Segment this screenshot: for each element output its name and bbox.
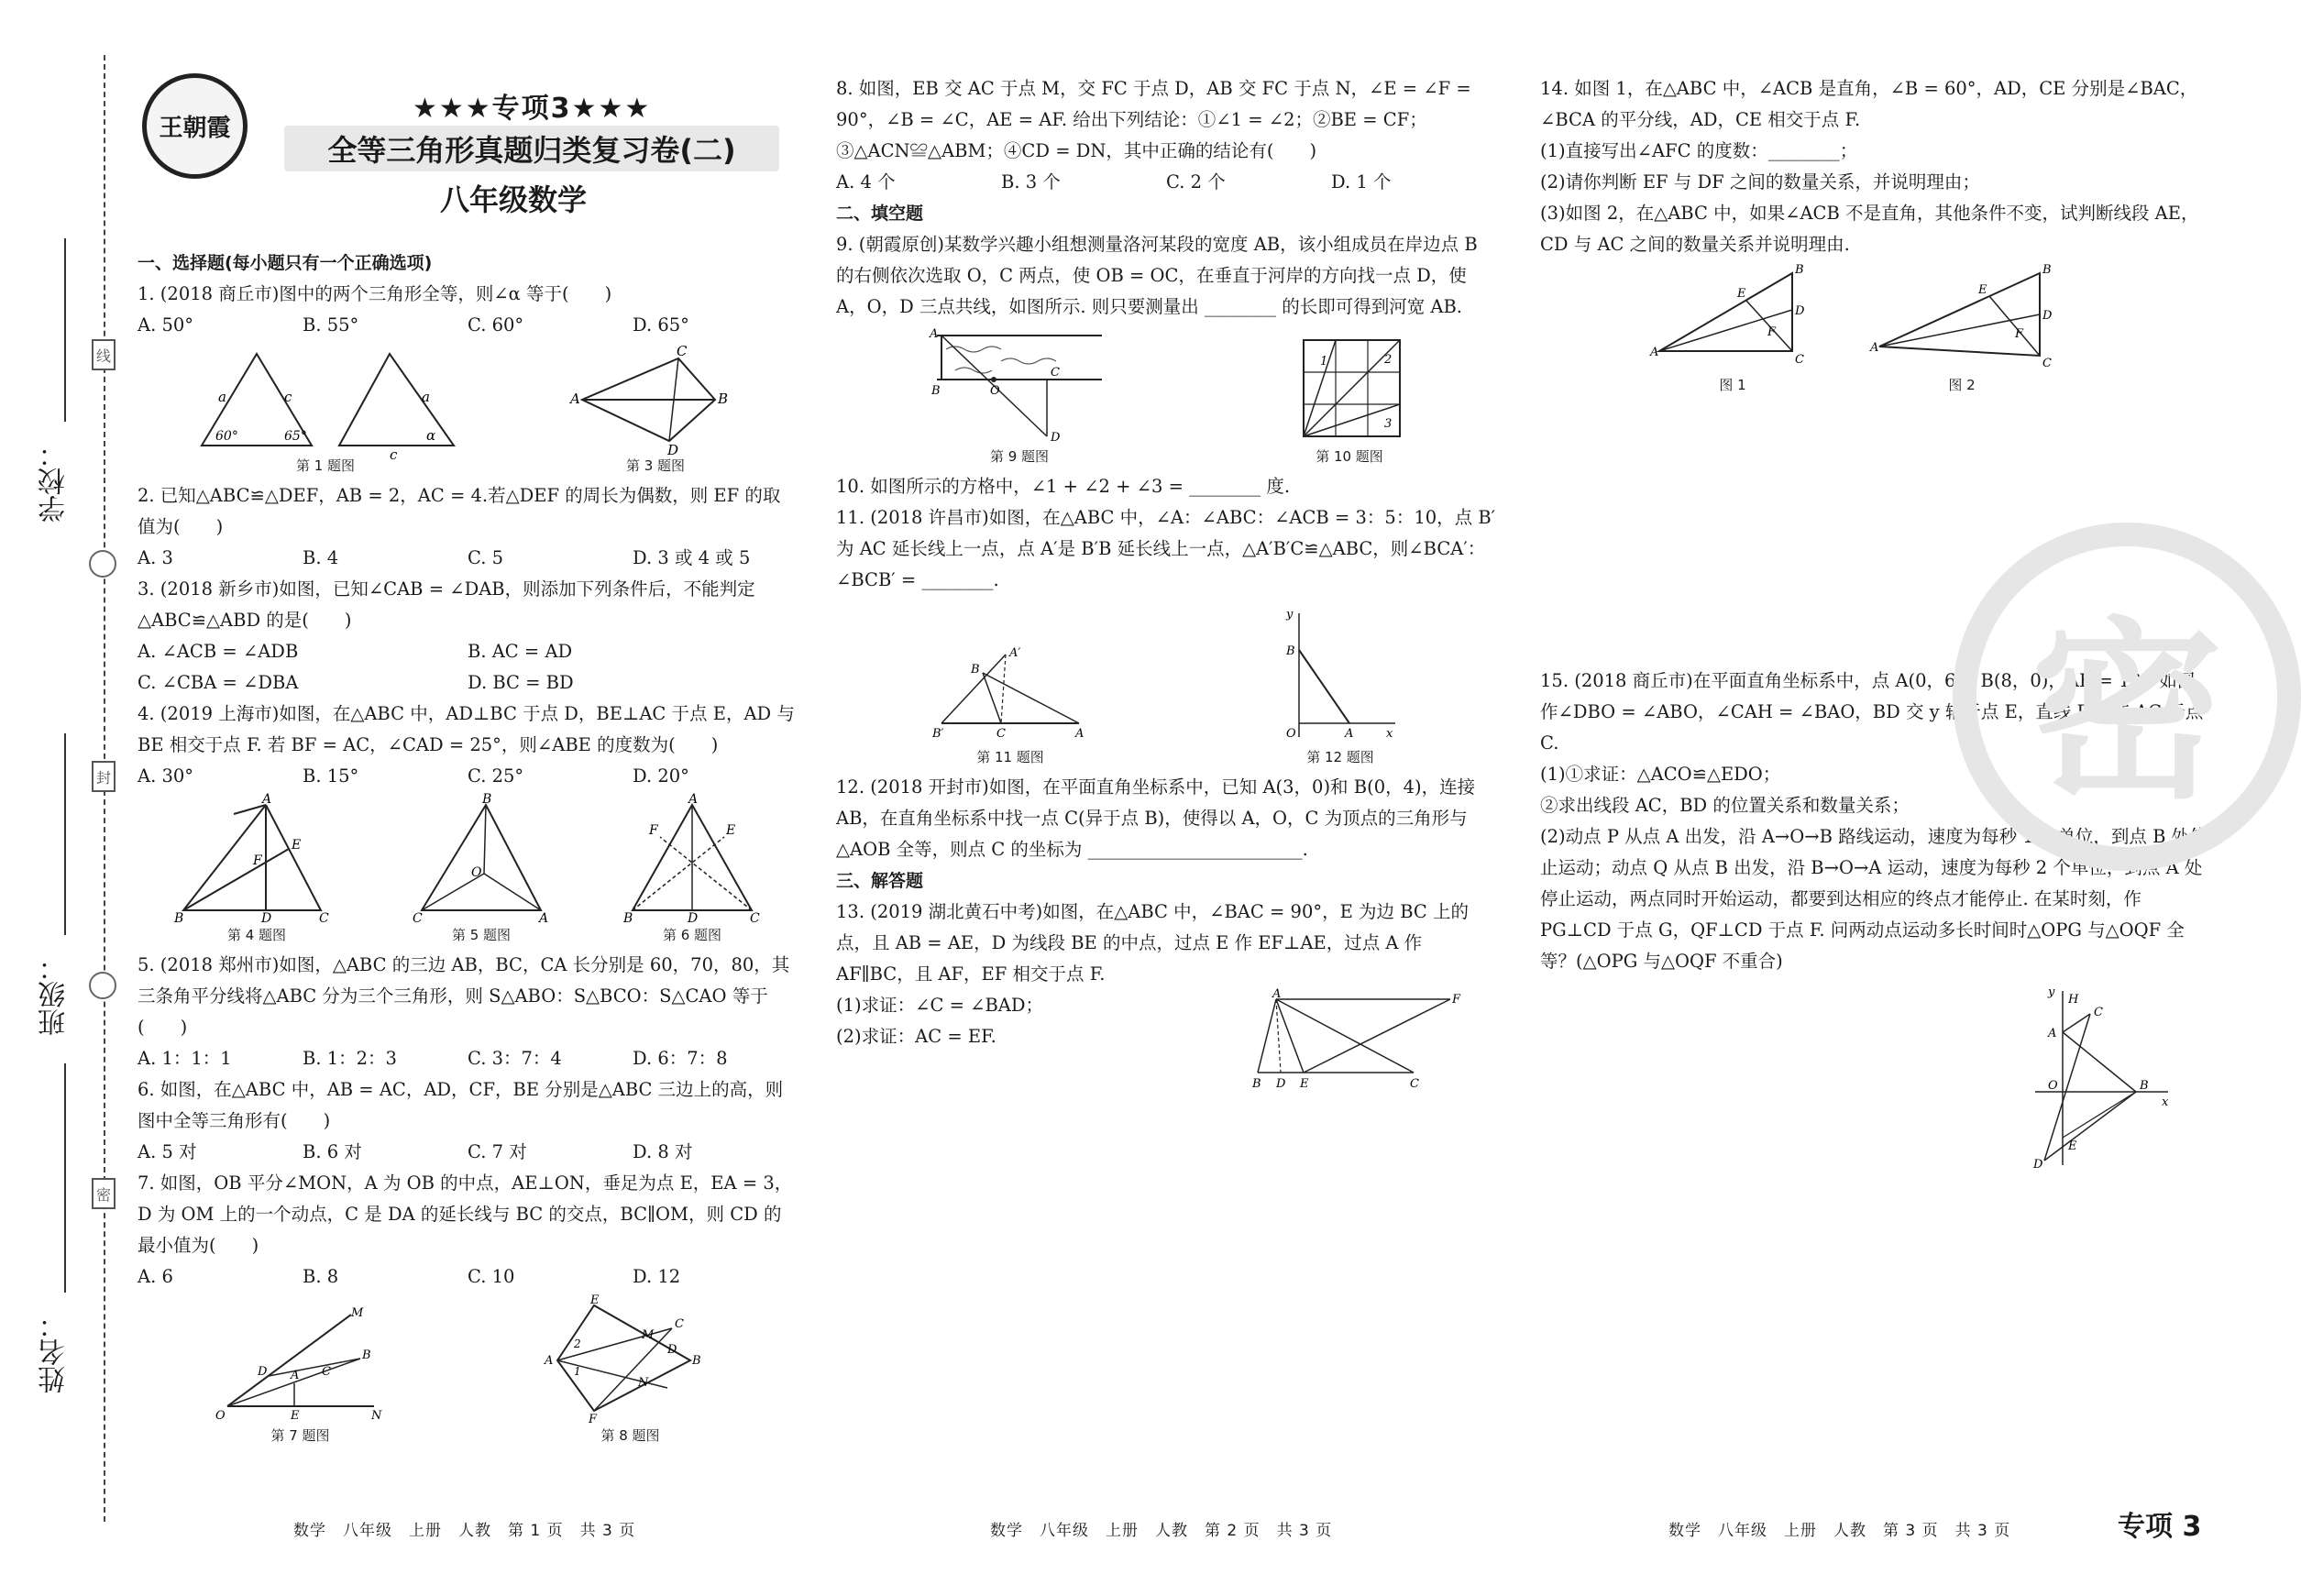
column-1 xyxy=(138,248,798,1450)
footer-page-1: 数学 八年级 上册 人教 第 1 页 共 3 页 xyxy=(293,1522,636,1540)
svg-text:F: F xyxy=(1452,993,1461,1007)
svg-text:B: B xyxy=(971,663,980,677)
section-answer: 三、解答题 xyxy=(836,871,924,891)
page-header xyxy=(138,69,798,217)
section-fill: 二、填空题 xyxy=(836,204,924,224)
question-5-options xyxy=(138,1043,798,1074)
svg-text:F: F xyxy=(253,853,262,868)
svg-text:a: a xyxy=(422,389,430,405)
svg-text:C: C xyxy=(1051,366,1060,380)
figure-6-diagram xyxy=(623,792,761,926)
question-14-part-2: (2)请你判断 EF 与 DF 之间的数量关系，并说明理由； xyxy=(1540,171,1980,193)
name-label: 姓名： xyxy=(39,1311,71,1393)
question-13: 13. (2019 湖北黄石中考)如图，在△ABC 中，∠BAC = 90°，E 为边 BC 上的点，且 AB = AE，D 为线段 BE 的中点，过点 E 作 EF⊥AE，过点 A 作 AF∥BC，且 AF，EF 相交于点 F. xyxy=(836,901,1470,985)
svg-text:C: C xyxy=(2042,357,2052,370)
question-13-part-2: (2)求证：AC = EF. xyxy=(836,1026,996,1047)
figure-row-2 xyxy=(138,792,798,944)
svg-text:E: E xyxy=(2068,1139,2077,1153)
svg-text:B: B xyxy=(361,1348,371,1362)
footer-page-3: 数学 八年级 上册 人教 第 3 页 共 3 页 xyxy=(1668,1522,2011,1540)
svg-text:A: A xyxy=(539,911,549,926)
svg-text:B: B xyxy=(2042,263,2052,277)
svg-text:C: C xyxy=(2094,1006,2103,1019)
svg-text:α: α xyxy=(426,427,436,444)
question-1-options xyxy=(138,310,798,341)
figure-10-caption: 第 10 题图 xyxy=(1316,448,1383,465)
class-blank xyxy=(64,733,66,935)
svg-text:B: B xyxy=(691,1354,701,1368)
svg-text:C: C xyxy=(1795,353,1804,367)
option-d: D. 3 或 4 或 5 xyxy=(633,547,751,568)
paper-subtitle: 八年级数学 xyxy=(440,182,588,217)
figure-4-diagram xyxy=(174,792,339,926)
question-7: 7. 如图，OB 平分∠MON，A 为 OB 的中点，AE⊥ON，垂足为点 E，EA = 3，D 为 OM 上的一个动点，C 是 DA 的延长线与 BC 的交点，BC∥OM，则 CD 的最小值为( ) xyxy=(138,1172,793,1256)
option-a: A. 5 对 xyxy=(138,1141,197,1162)
svg-text:O: O xyxy=(990,384,1000,398)
option-c: C. 7 对 xyxy=(468,1141,527,1162)
svg-text:c: c xyxy=(284,389,292,405)
svg-text:B: B xyxy=(482,792,492,807)
figure-row-6 xyxy=(1650,264,2209,394)
figure-7-caption: 第 7 题图 xyxy=(270,1427,330,1444)
option-b: B. 15° xyxy=(303,765,359,787)
svg-text:A′: A′ xyxy=(1009,646,1021,660)
column-2 xyxy=(836,73,1496,1100)
svg-text:A: A xyxy=(688,792,699,807)
svg-text:F: F xyxy=(1767,325,1777,339)
figure-15 xyxy=(1540,986,2209,1170)
figure-14-2-diagram xyxy=(1870,264,2053,374)
question-13-parts xyxy=(836,990,1239,1100)
svg-text:D: D xyxy=(666,1343,677,1357)
svg-text:C: C xyxy=(996,727,1006,741)
svg-text:y: y xyxy=(2048,985,2055,999)
svg-text:A: A xyxy=(570,391,580,407)
svg-text:2: 2 xyxy=(573,1337,581,1350)
figure-14-2 xyxy=(1870,264,2053,394)
option-c: C. 2 个 xyxy=(1166,171,1226,193)
svg-text:B: B xyxy=(174,911,184,926)
binding-margin xyxy=(0,0,128,1596)
figure-5 xyxy=(413,792,550,944)
figure-11-caption: 第 11 题图 xyxy=(976,749,1044,765)
option-b: B. 8 xyxy=(303,1266,339,1287)
svg-text:B: B xyxy=(931,384,941,398)
option-d: D. 20° xyxy=(633,765,689,787)
question-1: 1. (2018 商丘市)图中的两个三角形全等，则∠α 等于( ) xyxy=(138,283,612,304)
figure-row-4 xyxy=(836,326,1496,466)
option-b: B. 4 xyxy=(303,547,339,568)
school-blank xyxy=(64,238,66,422)
svg-text:E: E xyxy=(1978,283,1987,297)
figure-13-diagram xyxy=(1239,987,1461,1100)
svg-text:D: D xyxy=(257,1365,267,1379)
paper-title: 全等三角形真题归类复习卷(二) xyxy=(284,126,779,171)
question-11: 11. (2018 许昌市)如图，在△ABC 中，∠A：∠ABC：∠ACB = 3：5：10，点 B′为 AC 延长线上一点，点 A′是 B′B 延长线上一点，△A′B′C≌△ABC，则∠BCA′：∠BCB′ = ________. xyxy=(836,507,1496,590)
figure-10 xyxy=(1294,336,1404,466)
option-d: D. 8 对 xyxy=(633,1141,693,1162)
question-13-body xyxy=(836,987,1496,1100)
question-15-part-2: ②求出线段 AC，BD 的位置关系和数量关系； xyxy=(1540,795,1910,816)
option-d: D. 12 xyxy=(633,1266,681,1287)
question-15-part-1: (1)①求证：△ACO≌△EDO； xyxy=(1540,764,1781,785)
figure-row-3 xyxy=(138,1293,798,1445)
svg-text:B: B xyxy=(1286,644,1295,658)
svg-text:3: 3 xyxy=(1384,417,1393,431)
svg-text:N: N xyxy=(637,1376,648,1390)
footer-page-2: 数学 八年级 上册 人教 第 2 页 共 3 页 xyxy=(990,1522,1333,1540)
svg-text:E: E xyxy=(290,1409,299,1423)
question-14: 14. 如图 1，在△ABC 中，∠ACB 是直角，∠B = 60°，AD，CE 分别是∠BAC，∠BCA 的平分线，AD，CE 相交于点 F. xyxy=(1540,78,2198,130)
footer-special-label: 专项 3 xyxy=(2118,1511,2202,1543)
figure-row-1 xyxy=(138,345,798,475)
svg-text:C: C xyxy=(319,911,329,926)
special-label: ★★★专项3★★★ xyxy=(413,93,652,125)
figure-9-diagram xyxy=(928,326,1111,446)
figure-10-diagram xyxy=(1294,336,1404,446)
school-label: 学校： xyxy=(39,440,71,523)
binding-mark-secret: 密 xyxy=(92,1178,116,1209)
figure-4 xyxy=(174,792,339,944)
svg-text:A: A xyxy=(930,327,939,341)
option-b: B. 6 对 xyxy=(303,1141,362,1162)
svg-text:O: O xyxy=(215,1409,226,1423)
svg-text:A: A xyxy=(2048,1027,2057,1040)
figure-14-1-diagram xyxy=(1650,264,1815,374)
svg-text:F: F xyxy=(2015,327,2024,341)
option-d: D. 1 个 xyxy=(1331,171,1392,193)
svg-text:A: A xyxy=(1345,727,1354,741)
figure-6-caption: 第 6 题图 xyxy=(662,927,722,943)
svg-text:E: E xyxy=(589,1293,599,1307)
figure-11 xyxy=(932,645,1088,766)
question-8: 8. 如图，EB 交 AC 于点 M，交 FC 于点 D，AB 交 FC 于点 N，∠E = ∠F = 90°，∠B = ∠C，AE = AF. 给出下列结论：①∠1 = ∠2；②BE = CF；③△ACN≌△ABM；④CD = DN，其中正确的结论有( ) xyxy=(836,78,1471,161)
publisher-logo: 王朝霞 xyxy=(142,73,248,179)
question-5: 5. (2018 郑州市)如图，△ABC 的三边 AB，BC，CA 长分别是 60，70，80，其三条角平分线将△ABC 分为三个三角形，则 S△ABO：S△BCO：S△CAO 等于( ) xyxy=(138,954,790,1038)
svg-text:A: A xyxy=(1650,346,1659,359)
binding-hole xyxy=(89,972,116,999)
figure-7-diagram xyxy=(214,1305,388,1425)
svg-text:B′: B′ xyxy=(932,727,944,741)
svg-text:D: D xyxy=(261,911,272,926)
svg-text:C: C xyxy=(674,1317,684,1331)
figure-8 xyxy=(539,1293,722,1445)
figure-8-diagram xyxy=(539,1293,722,1426)
svg-text:D: D xyxy=(2033,1158,2043,1172)
question-12: 12. (2018 开封市)如图，在平面直角坐标系中，已知 A(3，0)和 B(0，4)，连接 AB，在直角坐标系中找一点 C(异于点 B)，使得以 A，O，C 为顶点的三角形与△AOB 全等，则点 C 的坐标为 ________________________. xyxy=(836,776,1476,860)
option-c: C. 3：7：4 xyxy=(468,1048,562,1069)
option-d: D. BC = BD xyxy=(468,672,574,693)
binding-mark-line: 线 xyxy=(92,339,116,370)
svg-text:D: D xyxy=(667,442,679,458)
figure-5-caption: 第 5 题图 xyxy=(451,927,512,943)
figure-3 xyxy=(568,345,743,475)
question-8-options xyxy=(836,167,1496,198)
secret-watermark: 密 xyxy=(1953,523,2301,871)
option-a: A. 6 xyxy=(138,1266,173,1287)
figure-7 xyxy=(214,1305,388,1445)
figure-1-caption: 第 1 题图 xyxy=(295,457,356,474)
option-a: A. 50° xyxy=(138,314,194,336)
option-c: C. ∠CBA = ∠DBA xyxy=(138,672,299,693)
svg-text:B: B xyxy=(718,391,729,407)
svg-text:O: O xyxy=(471,865,482,880)
svg-text:A: A xyxy=(290,1369,299,1382)
svg-text:C: C xyxy=(321,1365,331,1379)
svg-text:N: N xyxy=(370,1409,381,1423)
svg-text:O: O xyxy=(2048,1079,2058,1093)
figure-15-diagram xyxy=(2017,986,2173,1170)
svg-text:O: O xyxy=(1286,727,1296,741)
svg-text:a: a xyxy=(218,389,226,405)
question-3-options xyxy=(138,636,798,699)
figure-3-caption: 第 3 题图 xyxy=(625,457,686,474)
figure-3-diagram xyxy=(568,343,743,458)
svg-text:1: 1 xyxy=(1320,355,1328,369)
svg-text:F: F xyxy=(649,823,658,838)
question-7-options xyxy=(138,1261,798,1293)
svg-text:A: A xyxy=(1272,987,1282,1001)
svg-text:D: D xyxy=(688,911,699,926)
section-choice: 一、选择题(每小题只有一个正确选项) xyxy=(138,253,433,273)
figure-12 xyxy=(1281,609,1400,766)
question-13-part-1: (1)求证：∠C = ∠BAD； xyxy=(836,995,1044,1016)
option-a: A. 30° xyxy=(138,765,194,787)
svg-text:y: y xyxy=(1286,608,1294,622)
option-b: B. 55° xyxy=(303,314,359,336)
question-14-part-3: (3)如图 2，在△ABC 中，如果∠ACB 不是直角，其他条件不变，试判断线段 AE，CD 与 AC 之间的数量关系并说明理由. xyxy=(1540,203,2199,255)
svg-text:C: C xyxy=(1410,1077,1419,1091)
svg-text:B: B xyxy=(1795,263,1804,277)
figure-row-5 xyxy=(836,609,1496,766)
svg-text:x: x xyxy=(2162,1095,2169,1109)
figure-8-caption: 第 8 题图 xyxy=(600,1427,660,1444)
question-6-options xyxy=(138,1137,798,1168)
question-3: 3. (2018 新乡市)如图，已知∠CAB = ∠DAB，则添加下列条件后，不能判定△ABC≌△ABD 的是( ) xyxy=(138,578,755,631)
binding-hole xyxy=(89,550,116,578)
option-b: B. 1：2：3 xyxy=(303,1048,397,1069)
figure-11-diagram xyxy=(932,645,1088,746)
svg-text:B: B xyxy=(1252,1077,1261,1091)
svg-text:c: c xyxy=(390,446,398,463)
question-10: 10. 如图所示的方格中，∠1 + ∠2 + ∠3 = ________ 度. xyxy=(836,476,1291,497)
svg-text:2: 2 xyxy=(1384,353,1393,367)
svg-text:F: F xyxy=(588,1413,597,1426)
svg-text:D: D xyxy=(1051,431,1061,445)
svg-text:E: E xyxy=(1300,1077,1309,1091)
option-a: A. 4 个 xyxy=(836,171,896,193)
svg-text:65°: 65° xyxy=(284,429,307,444)
option-c: C. 25° xyxy=(468,765,524,787)
svg-text:D: D xyxy=(2042,309,2053,323)
option-c: C. 5 xyxy=(468,547,504,568)
question-15: 15. (2018 商丘市)在平面直角坐标系中，点 A(0，6)，B(8，0)，AB = 10，如图作∠DBO = ∠ABO，∠CAH = ∠BAO，BD 交 y 轴于点 E，直线 DO 交 AC 于点 C. xyxy=(1540,670,2204,754)
figure-5-diagram xyxy=(413,792,550,926)
svg-text:60°: 60° xyxy=(215,429,238,444)
svg-text:A: A xyxy=(544,1354,553,1368)
figure-9 xyxy=(928,326,1111,466)
svg-text:x: x xyxy=(1386,727,1393,741)
svg-text:E: E xyxy=(726,823,736,838)
svg-text:M: M xyxy=(350,1306,363,1320)
svg-text:D: D xyxy=(1276,1077,1286,1091)
option-a: A. ∠ACB = ∠ADB xyxy=(138,641,299,662)
figure-12-diagram xyxy=(1281,609,1400,746)
figure-14-1-caption: 图 1 xyxy=(1719,377,1746,393)
option-a: A. 3 xyxy=(138,547,173,568)
option-c: C. 10 xyxy=(468,1266,515,1287)
option-c: C. 60° xyxy=(468,314,524,336)
option-d: D. 65° xyxy=(633,314,689,336)
question-4-options xyxy=(138,761,798,792)
svg-text:E: E xyxy=(1737,287,1746,301)
question-4: 4. (2019 上海市)如图，在△ABC 中，AD⊥BC 于点 D，BE⊥AC 于点 E，AD 与 BE 相交于点 F. 若 BF = AC，∠CAD = 25°，则∠ABE 的度数为( ) xyxy=(138,703,795,755)
svg-text:A: A xyxy=(262,792,272,807)
svg-text:M: M xyxy=(641,1328,654,1342)
question-2-options xyxy=(138,543,798,574)
binding-mark-seal: 封 xyxy=(92,761,116,792)
figure-1-diagram xyxy=(193,345,458,463)
svg-text:E: E xyxy=(292,838,302,853)
name-blank xyxy=(64,1063,66,1293)
figure-14-1 xyxy=(1650,264,1815,394)
question-15-part-3: (2)动点 P 从点 A 出发，沿 A→O→B 路线运动，速度为每秒 1 个单位，到点 B 处停止运动；动点 Q 从点 B 出发，沿 B→O→A 运动，速度为每秒 2 个单位，到点 A 处停止运动，两点同时开始运动，都要到达相应的终点才能停止. 在某时刻，作 PG⊥CD 于点 G，QF⊥CD 于点 F. 问两动点运动多长时间时△OPG 与△OQF 全等？(△OPG 与△OQF 不重合) xyxy=(1540,826,2207,972)
option-b: B. AC = AD xyxy=(468,641,573,662)
svg-text:C: C xyxy=(750,911,760,926)
svg-text:A: A xyxy=(1870,341,1879,355)
figure-12-caption: 第 12 题图 xyxy=(1306,749,1374,765)
class-label: 班级： xyxy=(39,953,71,1036)
figure-14-2-caption: 图 2 xyxy=(1948,377,1976,393)
question-9: 9. (朝霞原创)某数学兴趣小组想测量洛河某段的宽度 AB，该小组成员在岸边点 B 的右侧依次选取 O，C 两点，使 OB = OC，在垂直于河岸的方向找一点 D，使 A，O，D 三点共线，如图所示. 则只要测量出 ________ 的长即可得到河宽 AB. xyxy=(836,234,1478,317)
figure-9-caption: 第 9 题图 xyxy=(989,448,1050,465)
svg-text:B: B xyxy=(623,911,633,926)
option-b: B. 3 个 xyxy=(1001,171,1061,193)
svg-text:B: B xyxy=(2140,1079,2149,1093)
svg-text:D: D xyxy=(1795,304,1805,318)
svg-text:C: C xyxy=(677,343,688,359)
question-2: 2. 已知△ABC≌△DEF，AB = 2，AC = 4.若△DEF 的周长为偶数，则 EF 的取值为( ) xyxy=(138,485,781,537)
svg-text:A: A xyxy=(1075,727,1084,741)
question-14-part-1: (1)直接写出∠AFC 的度数：________； xyxy=(1540,140,1858,161)
option-a: A. 1：1：1 xyxy=(138,1048,232,1069)
svg-text:H: H xyxy=(2068,993,2079,1007)
figure-1 xyxy=(193,345,458,475)
option-d: D. 6：7：8 xyxy=(633,1048,728,1069)
figure-6 xyxy=(623,792,761,944)
svg-text:C: C xyxy=(413,911,423,926)
svg-text:1: 1 xyxy=(573,1365,581,1378)
question-6: 6. 如图，在△ABC 中，AB = AC，AD，CF，BE 分别是△ABC 三边上的高，则图中全等三角形有( ) xyxy=(138,1079,784,1131)
figure-4-caption: 第 4 题图 xyxy=(226,927,287,943)
